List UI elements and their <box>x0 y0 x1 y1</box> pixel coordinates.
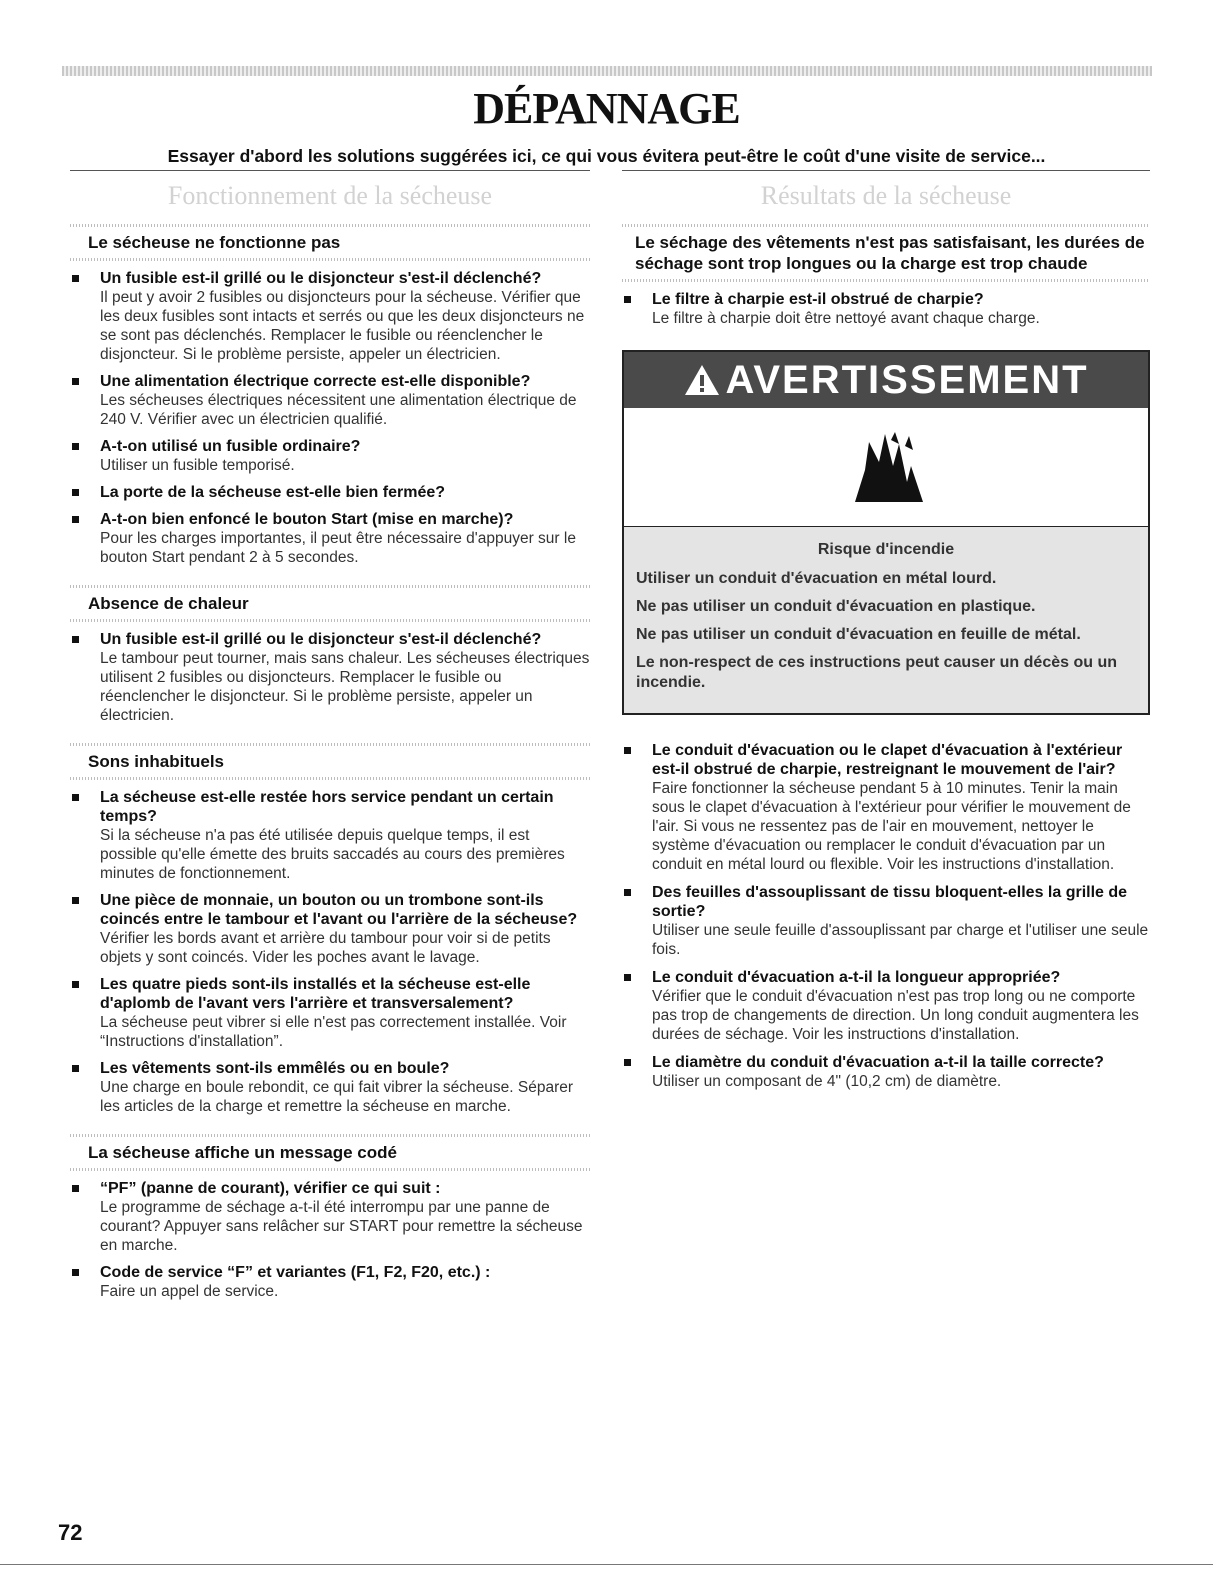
bullet-icon <box>72 1269 79 1276</box>
troubleshoot-list <box>70 630 590 725</box>
question-text: La sécheuse est-elle restée hors service pendant un certain temps? <box>100 789 554 825</box>
list-item <box>622 968 1150 1044</box>
bullet-icon <box>624 296 631 303</box>
right-rule <box>622 170 1150 171</box>
section-title: Le sécheuse ne fonctionne pas <box>88 233 341 252</box>
answer-text: Le filtre à charpie doit être nettoyé avant chaque charge. <box>652 310 1040 327</box>
question-text: La porte de la sécheuse est-elle bien fermée? <box>100 484 446 501</box>
left-column <box>70 178 590 1319</box>
list-item <box>70 269 590 364</box>
bullet-icon <box>72 516 79 523</box>
question-text: A-t-on bien enfoncé le bouton Start (mise en marche)? <box>100 511 514 528</box>
list-item <box>622 290 1150 328</box>
troubleshoot-list <box>622 290 1150 328</box>
section-divider <box>622 279 1150 282</box>
bullet-icon <box>72 981 79 988</box>
answer-text: Une charge en boule rebondit, ce qui fait vibrer la sécheuse. Séparer les articles de la charge et remettre la sécheuse en marche. <box>100 1079 574 1115</box>
left-column-heading: Fonctionnement de la sécheuse <box>167 181 493 210</box>
question-text: Le conduit d'évacuation ou le clapet d'évacuation à l'extérieur est-il obstrué de charpie, restreignant le mouvement de l'air? <box>652 742 1123 778</box>
question-text: Des feuilles d'assouplissant de tissu bloquent-elles la grille de sortie? <box>652 884 1128 920</box>
troubleshoot-list <box>70 269 590 567</box>
question-text: Un fusible est-il grillé ou le disjoncteur s'est-il déclenché? <box>100 631 542 648</box>
question-text: A-t-on utilisé un fusible ordinaire? <box>100 438 361 455</box>
question-text: Un fusible est-il grillé ou le disjoncteur s'est-il déclenché? <box>100 270 542 287</box>
list-item <box>70 1179 590 1255</box>
question-text: “PF” (panne de courant), vérifier ce qui suit : <box>100 1180 441 1197</box>
warning-banner-text: AVERTISSEMENT <box>725 358 1089 402</box>
list-item <box>622 883 1150 959</box>
bullet-icon <box>624 1059 631 1066</box>
bullet-icon <box>72 1185 79 1192</box>
question-text: Une alimentation électrique correcte est-elle disponible? <box>100 373 531 390</box>
bottom-rule <box>0 1564 1213 1565</box>
warning-box <box>622 350 1150 715</box>
left-sections <box>70 224 590 1301</box>
answer-text: Utiliser un fusible temporisé. <box>100 457 295 474</box>
answer-text: Le tambour peut tourner, mais sans chaleur. Les sécheuses électriques utilisent 2 fusibles ou disjoncteurs. Remplacer le fusible ou réenclencher le disjoncteur. Si le problème persiste, appeler un électricien. <box>100 650 590 724</box>
bullet-icon <box>72 275 79 282</box>
troubleshoot-list <box>622 741 1150 1091</box>
list-item <box>70 483 590 502</box>
troubleshoot-list <box>70 1179 590 1301</box>
list-item <box>70 372 590 429</box>
right-column-heading: Résultats de la sécheuse <box>760 181 1012 210</box>
list-item <box>70 788 590 883</box>
answer-text: Si la sécheuse n'a pas été utilisée depuis quelque temps, il est possible qu'elle émette des bruits saccadés au cours des premières minutes de fonctionnement. <box>100 827 565 882</box>
warning-hazard: Risque d'incendie <box>817 541 955 558</box>
bullet-icon <box>72 636 79 643</box>
question-text: Les quatre pieds sont-ils installés et la sécheuse est-elle d'aplomb de l'avant vers l'arrière et transversalement? <box>100 976 531 1012</box>
section-title: La sécheuse affiche un message codé <box>88 1143 397 1162</box>
fire-icon-area <box>624 408 1148 527</box>
answer-text: Le programme de séchage a-t-il été interrompu par une panne de courant? Appuyer sans relâcher sur START pour remettre la sécheuse en marche. <box>100 1199 583 1254</box>
bullet-icon <box>624 974 631 981</box>
list-item <box>622 1053 1150 1091</box>
answer-text: Il peut y avoir 2 fusibles ou disjoncteurs pour la sécheuse. Vérifier que les deux fusibles sont intacts et serrés ou que les deux disjoncteurs ne se sont pas déclenchés. Remplacer le fusible ou réenclencher le disjoncteur. Si le problème persiste, appeler un électricien. <box>100 289 585 363</box>
answer-text: La sécheuse peut vibrer si elle n'est pas correctement installée. Voir “Instructions d'installation”. <box>100 1014 567 1050</box>
list-item <box>622 741 1150 874</box>
list-item <box>70 975 590 1051</box>
list-item <box>70 437 590 475</box>
right-column <box>622 178 1150 1109</box>
list-item <box>70 630 590 725</box>
fire-icon <box>849 426 929 506</box>
warning-body <box>624 527 1148 713</box>
warning-triangle-icon <box>683 363 721 397</box>
section-title: Le séchage des vêtements n'est pas satisfaisant, les durées de séchage sont trop longues ou la charge est trop chaude <box>635 233 1145 273</box>
left-rule <box>70 170 590 171</box>
section-divider <box>70 619 590 622</box>
section-divider <box>70 1168 590 1171</box>
bullet-icon <box>72 489 79 496</box>
answer-text: Pour les charges importantes, il peut être nécessaire d'appuyer sur le bouton Start pendant 2 à 5 secondes. <box>100 530 576 566</box>
page-title: DÉPANNAGE <box>473 84 740 133</box>
warning-line: Le non-respect de ces instructions peut causer un décès ou un incendie. <box>636 654 1117 691</box>
question-text: Le diamètre du conduit d'évacuation a-t-il la taille correcte? <box>652 1054 1104 1071</box>
section-divider <box>70 258 590 261</box>
page-number: 72 <box>58 1520 83 1545</box>
bullet-icon <box>72 378 79 385</box>
troubleshoot-list <box>70 788 590 1116</box>
top-decorative-bar <box>62 66 1152 76</box>
warning-line: Ne pas utiliser un conduit d'évacuation en plastique. <box>636 598 1036 615</box>
list-item <box>70 891 590 967</box>
question-text: Les vêtements sont-ils emmêlés ou en boule? <box>100 1060 450 1077</box>
answer-text: Vérifier que le conduit d'évacuation n'est pas trop long ou ne comporte pas trop de changements de direction. Un long conduit augmentera les durées de séchage. Voir les instructions d'installation. <box>652 988 1139 1043</box>
section-divider <box>70 777 590 780</box>
list-item <box>70 1263 590 1301</box>
bullet-icon <box>72 443 79 450</box>
list-item <box>70 510 590 567</box>
bullet-icon <box>624 889 631 896</box>
warning-banner <box>624 352 1148 408</box>
bullet-icon <box>72 794 79 801</box>
warning-lines <box>636 569 1136 693</box>
section-title: Sons inhabituels <box>88 752 225 771</box>
answer-text: Faire fonctionner la sécheuse pendant 5 à 10 minutes. Tenir la main sous le clapet d'évacuation à l'extérieur pour vérifier le mouvement de l'air. Si vous ne ressentez pas de l'air en mouvement, nettoyer le système d'évacuation ou remplacer le conduit d'évacuation par un conduit en métal lourd ou flexible. Voir les instructions d'installation. <box>652 780 1131 873</box>
answer-text: Vérifier les bords avant et arrière du tambour pour voir si de petits objets y sont coincés. Vider les poches avant le lavage. <box>100 930 551 966</box>
question-text: Le filtre à charpie est-il obstrué de charpie? <box>652 291 984 308</box>
page-subtitle: Essayer d'abord les solutions suggérées ici, ce qui vous évitera peut-être le coût d'une visite de service... <box>167 146 1046 166</box>
bullet-icon <box>72 897 79 904</box>
answer-text: Faire un appel de service. <box>100 1283 279 1300</box>
answer-text: Les sécheuses électriques nécessitent une alimentation électrique de 240 V. Vérifier avec un électricien qualifié. <box>100 392 577 428</box>
bullet-icon <box>624 747 631 754</box>
question-text: Code de service “F” et variantes (F1, F2, F20, etc.) : <box>100 1264 491 1281</box>
question-text: Une pièce de monnaie, un bouton ou un trombone sont-ils coincés entre le tambour et l'avant ou l'arrière de la sécheuse? <box>100 892 578 928</box>
answer-text: Utiliser une seule feuille d'assouplissant par charge et l'utiliser une seule fois. <box>652 922 1149 958</box>
warning-line: Utiliser un conduit d'évacuation en métal lourd. <box>636 570 997 587</box>
answer-text: Utiliser un composant de 4" (10,2 cm) de diamètre. <box>652 1073 1002 1090</box>
bullet-icon <box>72 1065 79 1072</box>
section-title: Absence de chaleur <box>88 594 249 613</box>
question-text: Le conduit d'évacuation a-t-il la longueur appropriée? <box>652 969 1061 986</box>
list-item <box>70 1059 590 1116</box>
warning-line: Ne pas utiliser un conduit d'évacuation en feuille de métal. <box>636 626 1081 643</box>
